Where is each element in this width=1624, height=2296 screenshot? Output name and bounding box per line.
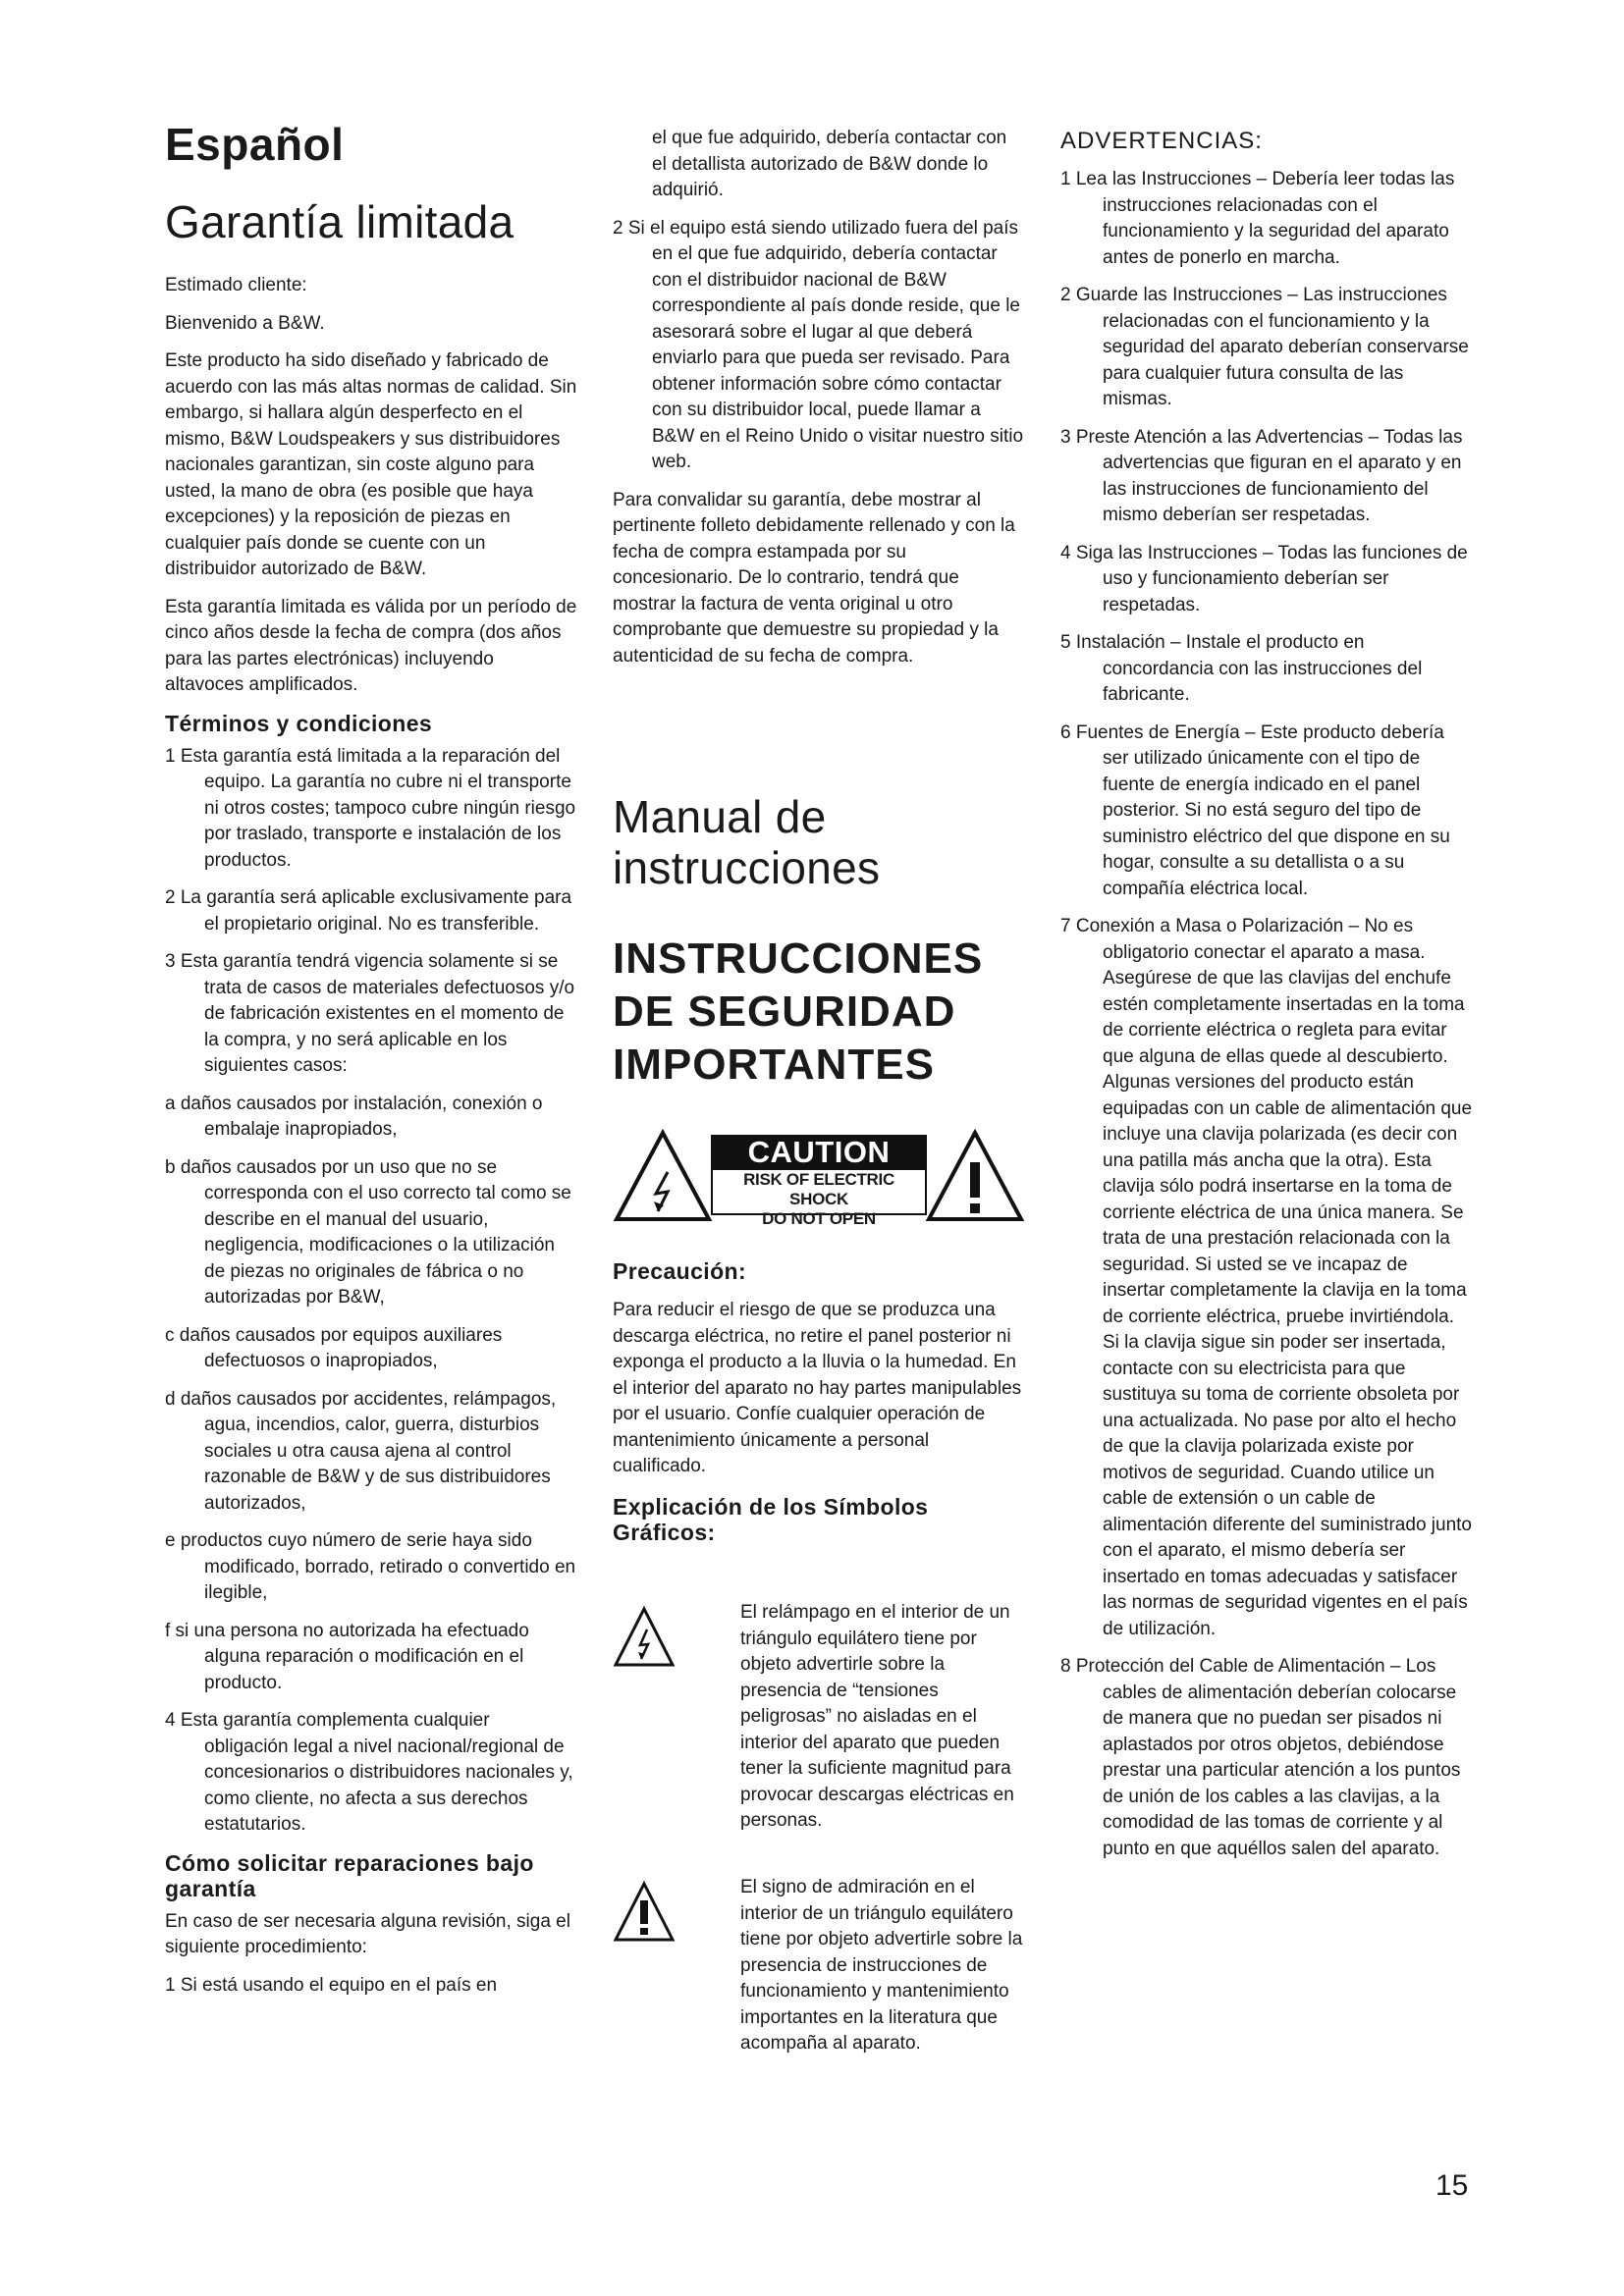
- warnings-heading: ADVERTENCIAS:: [1060, 128, 1263, 154]
- language-heading: Español: [165, 119, 345, 170]
- term-b: b daños causados por un uso que no se corresponda con el uso correcto tal como se describe en el manual del usuario, negligencia, modificaciones o la utilización de piezas no originales de fábrica o no autorizadas por B&W,: [165, 1156, 571, 1308]
- repair-continuation: [613, 126, 1025, 681]
- warning-7: 7 Conexión a Masa o Polarización – No es obligatorio conectar el aparato a masa. Asegúrese de que las clavijas del enchufe estén completamente insertadas en la toma de corriente eléctrica o regleta para evitar que alguna de ellas quede al descubierto. Algunas versiones del producto están equipadas con un cable de alimentación que incluye una clavija polarizada (es decir con una patilla más ancha que la otra). Esta clavija sólo podrá insertarse en la toma de corriente eléctrica de una única manera. Se trata de una prestación relacionada con la seguridad. Si usted se ve incapaz de insertar completamente la clavija en la toma de corriente eléctrica, pruebe invirtiéndola. Si la clavija sigue sin poder ser insertada, contacte con su electricista para que sustituya su toma de corriente obsoleta por una actualizada. No pase por alto el hecho de que la clavija polarizada existe por motivos de seguridad. Cuando utilice un cable de extensión o un cable de alimentación diferente del suministrado junto con el aparato, el mismo debería ser insertado en tomas adecuadas y satisfacer las normas de seguridad vigentes en el país de utilización.: [1060, 916, 1473, 1639]
- exclamation-symbol-icon: [613, 1881, 676, 1944]
- term-4: 4 Esta garantía complementa cualquier obligación legal a nivel nacional/regional de concesionarios o distribuidores nacionales y, como cliente, no afecta a sus derechos estatutarios.: [165, 1710, 573, 1835]
- warning-1: 1 Lea las Instrucciones – Debería leer todas las instrucciones relacionadas con el funcionamiento y la seguridad del aparato antes de ponerlo en marcha.: [1060, 169, 1455, 268]
- warning-8: 8 Protección del Cable de Alimentación – Los cables de alimentación deberían colocarse de manera que no puedan ser pisados ni aplastados por otros objetos, debiéndose prestar una particular atención a los puntos de unión de los cables a las clavijas, a la comodidad de las tomas de corriente y al punto en que aquéllos salen del aparato.: [1060, 1656, 1461, 1859]
- caution-label-box: [711, 1135, 927, 1228]
- lightning-warning-icon: [613, 1129, 713, 1223]
- term-3: 3 Esta garantía tendrá vigencia solamente si se trata de casos de materiales defectuosos y/o de fabricación existentes en el momento de la compra, y no será aplicable en los siguientes casos:: [165, 951, 575, 1076]
- term-c: c daños causados por equipos auxiliares defectuosos o inapropiados,: [165, 1324, 503, 1371]
- term-d: d daños causados por accidentes, relámpagos, agua, incendios, calor, guerra, disturbios sociales u otra causa ajena al control razonable de B&W y de sus distribuidores autorizados,: [165, 1388, 557, 1514]
- term-1: 1 Esta garantía está limitada a la reparación del equipo. La garantía no cubre ni el transporte ni otros costes; tampoco cubre ningún riesgo por traslado, transporte e instalación de los productos.: [165, 745, 576, 871]
- manual-title: Manual de instrucciones: [613, 791, 881, 893]
- repair-step-1-continued: el que fue adquirido, debería contactar con el detallista autorizado de B&W donde lo adquirió.: [652, 128, 1007, 200]
- warning-5: 5 Instalación – Instale el producto en concordancia con las instrucciones del fabricante.: [1060, 632, 1423, 705]
- warranty-body: [165, 273, 577, 2010]
- intro-paragraph-1: Este producto ha sido diseñado y fabricado de acuerdo con las más altas normas de calidad. Sin embargo, si hallara algún desperfecto en el mismo, B&W Loudspeakers y sus distribuidores nacionales garantizan, sin coste alguno para usted, la mano de obra (es posible que haya excepciones) y la reposición de piezas en cualquier país donde se cuente con un distribuidor autorizado de B&W.: [165, 350, 577, 579]
- repair-intro: En caso de ser necesaria alguna revisión, siga el siguiente procedimiento:: [165, 1910, 570, 1957]
- caution-lines: [711, 1170, 927, 1228]
- exclamation-warning-icon: [925, 1129, 1025, 1223]
- term-f: f si una persona no autorizada ha efectuado alguna reparación o modificación en el producto.: [165, 1620, 529, 1693]
- warnings-section: [1060, 128, 1473, 1874]
- terms-heading: Términos y condiciones: [165, 710, 433, 736]
- precaution-heading: Precaución:: [613, 1258, 747, 1284]
- warranty-title: Garantía limitada: [165, 196, 514, 247]
- repair-step-1: 1 Si está usando el equipo en el país en: [165, 1974, 498, 1996]
- repair-step-2: 2 Si el equipo está siendo utilizado fuera del país en el que fue adquirido, debería contactar con el distribuidor nacional de B&W correspondiente al país donde reside, que le asesorará sobre el lugar al que deberá enviarlo para que pueda ser revisado. Para obtener información sobre cómo contactar con su distribuidor local, puede llamar a B&W en el Reino Unido o visitar nuestro sitio web.: [613, 217, 1024, 472]
- warning-3: 3 Preste Atención a las Advertencias – Todas las advertencias que figuran en el aparato y en las instrucciones de funcionamiento del mismo deberían ser respetadas.: [1060, 426, 1463, 525]
- caution-line-1: RISK OF ELECTRIC SHOCK: [743, 1170, 894, 1208]
- caution-label: CAUTION: [711, 1135, 927, 1170]
- term-2: 2 La garantía será aplicable exclusivamente para el propietario original. No es transferible.: [165, 887, 572, 934]
- precaution-text: Para reducir el riesgo de que se produzca una descarga eléctrica, no retire el panel posterior ni exponga el producto a la lluvia o la humedad. En el interior del aparato no hay partes manipulables por el usuario. Confíe cualquier operación de mantenimiento únicamente a personal cualificado.: [613, 1300, 1022, 1476]
- exclamation-explanation: El signo de admiración en el interior de un triángulo equilátero tiene por objeto advertirle sobre la presencia de instrucciones de funcionamiento y mantenimiento importantes en la literatura que acompaña al aparato.: [740, 1877, 1023, 2054]
- warning-6: 6 Fuentes de Energía – Este producto debería ser utilizado únicamente con el tipo de fuente de energía indicado en el panel posterior. Si no está seguro del tipo de suministro eléctrico del que dispone en su hogar, consulte a su detallista o a su compañía eléctrica local.: [1060, 721, 1450, 899]
- caution-line-2: DO NOT OPEN: [762, 1209, 876, 1228]
- repair-heading: Cómo solicitar reparaciones bajo garantía: [165, 1849, 534, 1901]
- welcome-text: Bienvenido a B&W.: [165, 312, 325, 334]
- term-e: e productos cuyo número de serie haya sido modificado, borrado, retirado o convertido en ilegible,: [165, 1530, 576, 1603]
- lightning-symbol-icon: [613, 1606, 676, 1669]
- validate-paragraph: Para convalidar su garantía, debe mostrar al pertinente folleto debidamente rellenado y con la fecha de compra estampada por su concesionario. De lo contrario, tendrá que mostrar la factura de venta original u otro comprobante que demuestre su propiedad y la autenticidad de su fecha de compra.: [613, 489, 1015, 667]
- symbols-heading: Explicación de los Símbolos Gráficos:: [613, 1493, 929, 1545]
- greeting-text: Estimado cliente:: [165, 275, 307, 295]
- precaution-section: [613, 1258, 1025, 1545]
- warning-2: 2 Guarde las Instrucciones – Las instrucciones relacionadas con el funcionamiento y la seguridad del aparato deberían conservarse para cualquier futura consulta de las mismas.: [1060, 285, 1469, 409]
- term-a: a daños causados por instalación, conexión o embalaje inapropiados,: [165, 1093, 543, 1140]
- lightning-explanation: El relámpago en el interior de un triángulo equilátero tiene por objeto advertirle sobre la presencia de “tensiones peligrosas” no aisladas en el interior del aparato que pueden tener la suficiente magnitud para provocar descargas eléctricas en personas.: [740, 1602, 1014, 1831]
- safety-title: INSTRUCCIONES DE SEGURIDAD IMPORTANTES: [613, 934, 984, 1089]
- warning-4: 4 Siga las Instrucciones – Todas las funciones de uso y funcionamiento deberían ser respetadas.: [1060, 542, 1468, 615]
- page-number: 15: [1435, 2169, 1469, 2202]
- intro-paragraph-2: Esta garantía limitada es válida por un período de cinco años desde la fecha de compra (dos años para las partes electrónicas) incluyendo altavoces amplificados.: [165, 596, 577, 695]
